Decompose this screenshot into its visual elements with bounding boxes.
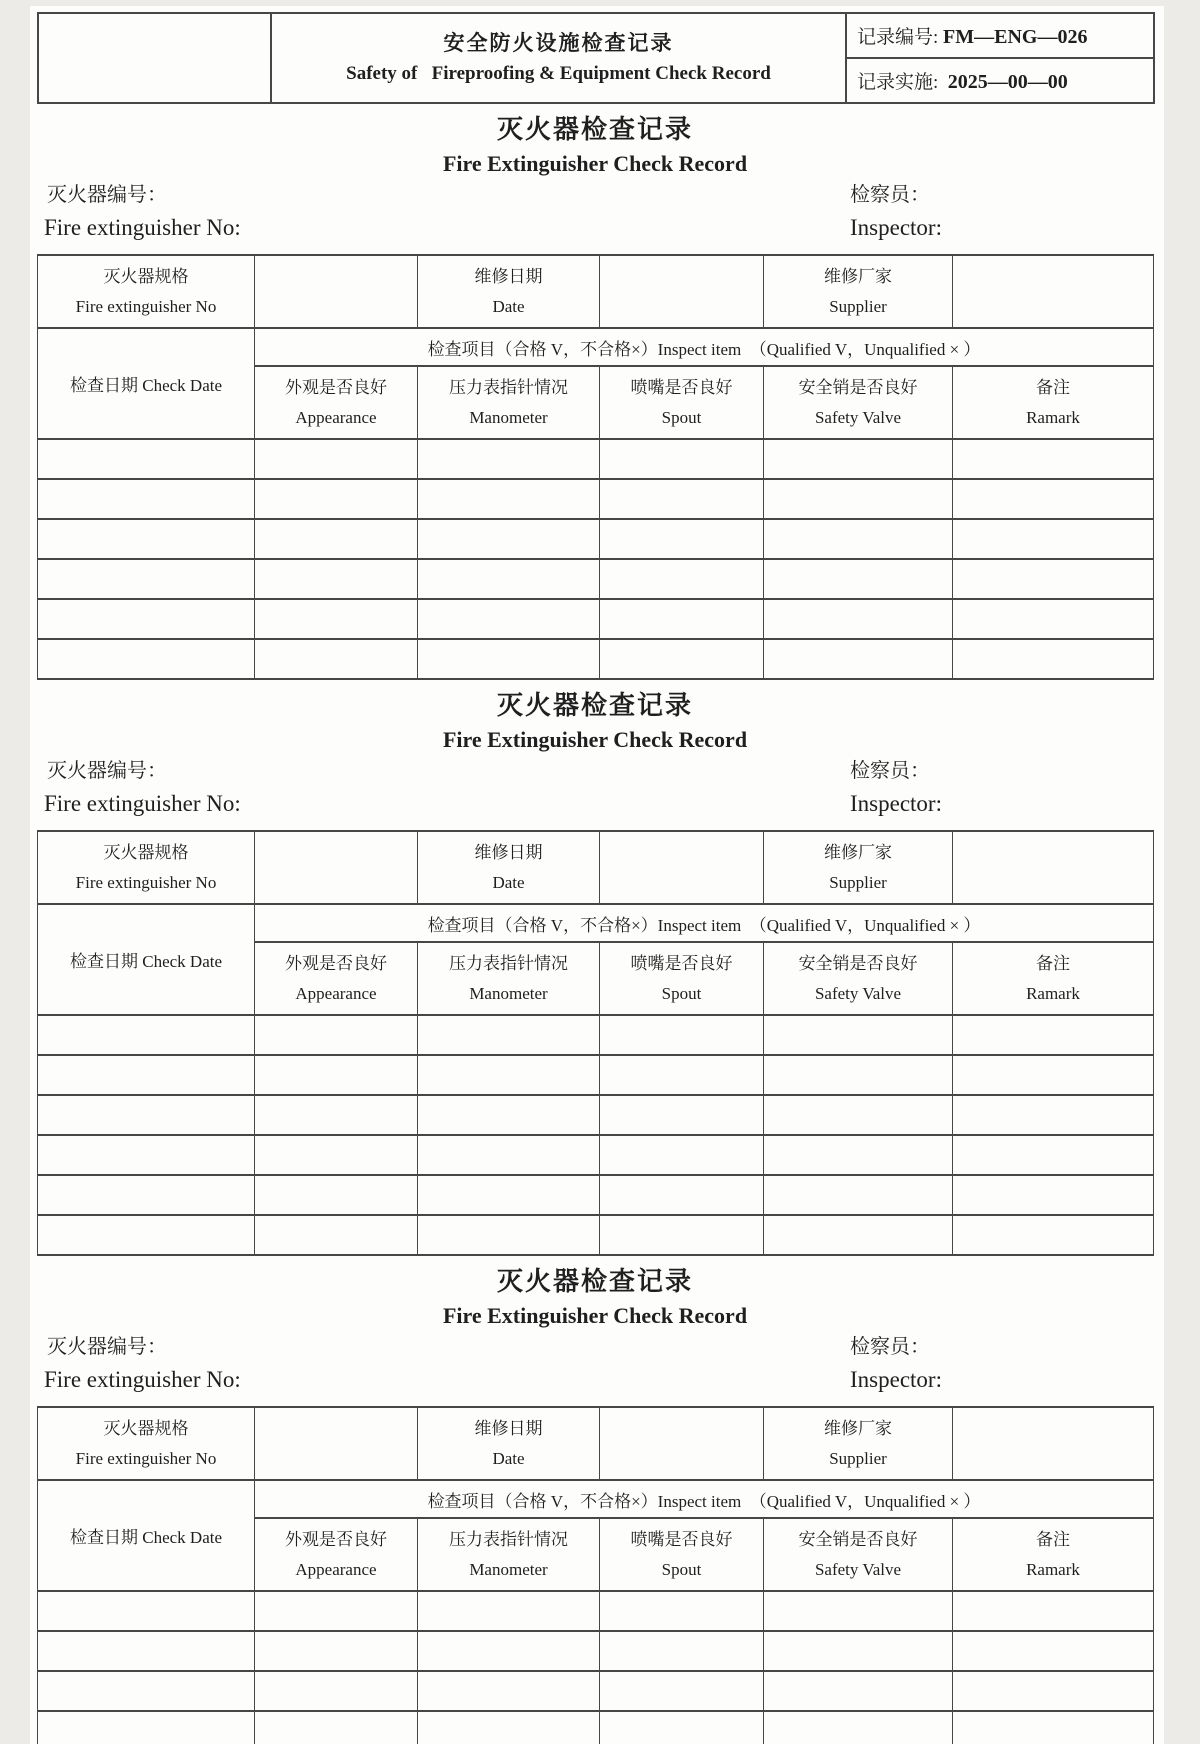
remark-label-en: Ramark [1026,407,1080,427]
record-entry-cell[interactable] [38,1095,255,1135]
safety-valve-label-en: Safety Valve [814,983,902,1003]
section-label-row [37,1332,1153,1398]
repair-date-label-en: Date [492,872,525,892]
appearance-label-en: Appearance [295,407,377,427]
spec-label-en: Fire extinguisher No [75,296,217,316]
empty-record-row [38,1095,1154,1135]
record-entry-cell[interactable] [255,479,418,519]
repair-date-label-en: Date [492,1448,525,1468]
empty-record-row [38,1055,1154,1095]
record-entry-cell[interactable] [953,1015,1154,1055]
record-entry-cell[interactable] [764,599,953,639]
supplier-header-cell [764,831,953,904]
record-entry-cell[interactable] [38,559,255,599]
record-number-cell [846,13,1154,58]
record-entry-cell[interactable] [255,1671,418,1711]
record-entry-cell[interactable] [255,1215,418,1255]
record-entry-cell[interactable] [953,1215,1154,1255]
record-entry-cell[interactable] [953,559,1154,599]
record-sections [37,104,1153,1744]
spec-label-zh: 灭火器规格 [103,1418,189,1438]
check-date-header-cell: 检查日期 Check Date [38,1480,255,1591]
record-entry-cell[interactable] [255,639,418,679]
record-entry-cell[interactable] [418,519,600,559]
record-entry-cell[interactable] [600,1135,764,1175]
extinguisher-no-label-zh: 灭火器编号： [47,1336,167,1358]
empty-record-row [38,1215,1154,1255]
manometer-header-cell [418,942,600,1015]
record-entry-cell[interactable] [255,1015,418,1055]
manometer-header-cell [418,366,600,439]
inspector-label-zh: 检察员： [850,1336,930,1358]
record-impl-cell [846,58,1154,103]
repair-date-value-cell[interactable] [600,831,764,904]
safety-valve-label-zh: 安全销是否良好 [798,377,918,397]
record-entry-cell[interactable] [38,599,255,639]
record-entry-cell[interactable] [600,479,764,519]
spec-value-cell[interactable] [255,255,418,328]
empty-record-row [38,1175,1154,1215]
record-entry-cell[interactable] [600,1015,764,1055]
supplier-header-cell [764,255,953,328]
appearance-header-cell [255,1518,418,1591]
remark-label-en: Ramark [1026,1559,1080,1579]
empty-record-row [38,1591,1154,1631]
repair-date-header-cell [418,831,600,904]
record-entry-cell[interactable] [38,639,255,679]
record-entry-cell[interactable] [38,1175,255,1215]
supplier-label-zh: 维修厂家 [824,842,892,862]
record-entry-cell[interactable] [953,479,1154,519]
record-entry-cell[interactable] [418,1711,600,1744]
supplier-value-cell[interactable] [953,1407,1154,1480]
record-entry-cell[interactable] [255,1055,418,1095]
record-entry-cell[interactable] [953,1095,1154,1135]
repair-date-value-cell[interactable] [600,1407,764,1480]
empty-record-row [38,479,1154,519]
fire-extinguisher-record-section [37,680,1153,1256]
record-entry-cell[interactable] [38,1711,255,1744]
inspector-label-zh: 检察员： [850,184,930,206]
repair-date-label-zh: 维修日期 [474,842,543,862]
manometer-label-en: Manometer [469,407,548,427]
extinguisher-no-label-en: Fire extinguisher No: [44,215,241,240]
repair-date-label-en: Date [492,296,525,316]
spout-header-cell [600,366,764,439]
record-entry-cell[interactable] [600,1631,764,1671]
record-entry-cell[interactable] [600,1055,764,1095]
spec-label-en: Fire extinguisher No [75,1448,217,1468]
record-entry-cell[interactable] [953,1631,1154,1671]
record-entry-cell[interactable] [953,1711,1154,1744]
manometer-label-en: Manometer [469,1559,548,1579]
record-entry-cell[interactable] [255,1175,418,1215]
section-label-row [37,180,1153,246]
record-entry-cell[interactable] [418,1631,600,1671]
record-entry-cell[interactable] [38,1591,255,1631]
supplier-value-cell[interactable] [953,255,1154,328]
record-entry-cell[interactable] [255,439,418,479]
record-entry-cell[interactable] [764,639,953,679]
record-entry-cell[interactable] [38,1055,255,1095]
record-entry-cell[interactable] [38,1631,255,1671]
inspector-label-en: Inspector: [850,215,942,240]
record-number-value: FM—ENG—026 [943,26,1088,48]
safety-valve-label-zh: 安全销是否良好 [798,1529,918,1549]
spec-value-cell[interactable] [255,831,418,904]
fire-extinguisher-record-section [37,1256,1153,1744]
safety-valve-header-cell [764,1518,953,1591]
section-title-en: Fire Extinguisher Check Record [442,151,748,176]
document-header-table [37,12,1155,104]
record-impl-label: 记录实施: [857,72,948,93]
record-entry-cell[interactable] [418,1671,600,1711]
inspect-item-header-cell: 检查项目（合格 V，不合格×）Inspect item （Qualified V，Unqualified × ） [255,1480,1154,1518]
record-entry-cell[interactable] [418,1095,600,1135]
record-entry-cell[interactable] [600,1175,764,1215]
empty-record-row [38,599,1154,639]
remark-label-en: Ramark [1026,983,1080,1003]
record-entry-cell[interactable] [764,1711,953,1744]
repair-date-label-zh: 维修日期 [474,266,543,286]
section-title-en: Fire Extinguisher Check Record [442,1303,748,1328]
record-entry-cell[interactable] [418,559,600,599]
spout-label-en: Spout [661,983,702,1003]
record-entry-cell[interactable] [418,1135,600,1175]
record-entry-cell[interactable] [38,1135,255,1175]
supplier-label-en: Supplier [829,296,887,316]
extinguisher-no-label-en: Fire extinguisher No: [44,1367,241,1392]
appearance-label-en: Appearance [295,983,377,1003]
empty-record-row [38,1015,1154,1055]
spec-label-zh: 灭火器规格 [103,266,189,286]
spec-value-cell[interactable] [255,1407,418,1480]
record-entry-cell[interactable] [953,1055,1154,1095]
manometer-label-zh: 压力表指针情况 [449,953,568,973]
record-entry-cell[interactable] [255,1591,418,1631]
extinguisher-no-label-zh: 灭火器编号： [47,760,167,782]
record-entry-cell[interactable] [953,1671,1154,1711]
spout-label-en: Spout [661,407,702,427]
empty-record-row [38,639,1154,679]
extinguisher-no-label-zh: 灭火器编号： [47,184,167,206]
check-record-table [37,254,1154,680]
empty-record-row [38,1711,1154,1744]
inspector-label-en: Inspector: [850,791,942,816]
record-entry-cell[interactable] [418,1015,600,1055]
check-record-table [37,1406,1154,1744]
record-entry-cell[interactable] [600,599,764,639]
record-entry-cell[interactable] [764,1015,953,1055]
record-entry-cell[interactable] [953,639,1154,679]
safety-valve-label-en: Safety Valve [814,407,902,427]
supplier-value-cell[interactable] [953,831,1154,904]
record-entry-cell[interactable] [953,1591,1154,1631]
record-entry-cell[interactable] [600,439,764,479]
empty-record-row [38,1631,1154,1671]
remark-header-cell [953,366,1154,439]
record-entry-cell[interactable] [418,1175,600,1215]
appearance-label-en: Appearance [295,1559,377,1579]
record-entry-cell[interactable] [418,439,600,479]
record-entry-cell[interactable] [953,519,1154,559]
check-date-header-cell: 检查日期 Check Date [38,904,255,1015]
logo-cell [38,13,271,103]
repair-date-header-cell [418,1407,600,1480]
record-entry-cell[interactable] [38,439,255,479]
record-entry-cell[interactable] [764,1135,953,1175]
record-number-label: 记录编号: [857,27,944,48]
inspector-label-zh: 检察员： [850,760,930,782]
repair-date-value-cell[interactable] [600,255,764,328]
spec-header-cell [38,1407,255,1480]
spout-header-cell [600,942,764,1015]
section-title-zh: 灭火器检查记录 [496,115,693,144]
empty-record-row [38,559,1154,599]
safety-valve-label-zh: 安全销是否良好 [798,953,918,973]
document-paper [30,6,1164,1744]
record-entry-cell[interactable] [255,1631,418,1671]
appearance-header-cell [255,366,418,439]
remark-header-cell [953,942,1154,1015]
record-entry-cell[interactable] [600,1215,764,1255]
document-title-cell [271,13,846,103]
record-entry-cell[interactable] [255,559,418,599]
manometer-label-zh: 压力表指针情况 [449,377,568,397]
record-entry-cell[interactable] [38,1671,255,1711]
safety-valve-label-en: Safety Valve [814,1559,902,1579]
supplier-label-en: Supplier [829,872,887,892]
record-entry-cell[interactable] [764,1215,953,1255]
extinguisher-no-label-en: Fire extinguisher No: [44,791,241,816]
record-entry-cell[interactable] [255,519,418,559]
repair-date-header-cell [418,255,600,328]
check-date-header-cell: 检查日期 Check Date [38,328,255,439]
record-entry-cell[interactable] [600,639,764,679]
spec-header-cell [38,831,255,904]
record-entry-cell[interactable] [953,439,1154,479]
spout-label-zh: 喷嘴是否良好 [630,953,733,973]
spec-header-cell [38,255,255,328]
safety-valve-header-cell [764,366,953,439]
record-entry-cell[interactable] [600,519,764,559]
manometer-header-cell [418,1518,600,1591]
record-entry-cell[interactable] [38,519,255,559]
remark-label-zh: 备注 [1036,1529,1070,1549]
supplier-label-zh: 维修厂家 [824,266,892,286]
document-title-en: Safety of Fireproofing & Equipment Check Record [346,63,771,84]
record-entry-cell[interactable] [600,1095,764,1135]
inspect-item-header-cell: 检查项目（合格 V，不合格×）Inspect item （Qualified V，Unqualified × ） [255,328,1154,366]
record-entry-cell[interactable] [764,519,953,559]
record-entry-cell[interactable] [255,1135,418,1175]
record-entry-cell[interactable] [953,1175,1154,1215]
spec-label-zh: 灭火器规格 [103,842,189,862]
record-entry-cell[interactable] [418,639,600,679]
record-entry-cell[interactable] [764,1591,953,1631]
spout-label-zh: 喷嘴是否良好 [630,377,733,397]
supplier-label-zh: 维修厂家 [824,1418,892,1438]
safety-valve-header-cell [764,942,953,1015]
record-entry-cell[interactable] [255,599,418,639]
record-entry-cell[interactable] [255,1095,418,1135]
appearance-label-zh: 外观是否良好 [285,1529,387,1549]
manometer-label-en: Manometer [469,983,548,1003]
empty-record-row [38,1671,1154,1711]
record-entry-cell[interactable] [418,1215,600,1255]
document-title-zh: 安全防火设施检查记录 [443,31,674,55]
section-title-zh: 灭火器检查记录 [496,1267,693,1296]
remark-label-zh: 备注 [1036,953,1070,973]
fire-extinguisher-record-section [37,104,1153,680]
manometer-label-zh: 压力表指针情况 [449,1529,568,1549]
record-entry-cell[interactable] [764,559,953,599]
appearance-label-zh: 外观是否良好 [285,377,387,397]
record-entry-cell[interactable] [255,1711,418,1744]
empty-record-row [38,519,1154,559]
record-entry-cell[interactable] [418,599,600,639]
record-entry-cell[interactable] [953,1135,1154,1175]
record-entry-cell[interactable] [38,1015,255,1055]
spout-label-en: Spout [661,1559,702,1579]
empty-record-row [38,1135,1154,1175]
record-entry-cell[interactable] [600,1711,764,1744]
spout-header-cell [600,1518,764,1591]
record-entry-cell[interactable] [953,599,1154,639]
record-entry-cell[interactable] [600,1591,764,1631]
section-label-row [37,756,1153,822]
remark-header-cell [953,1518,1154,1591]
spout-label-zh: 喷嘴是否良好 [630,1529,733,1549]
record-entry-cell[interactable] [600,1671,764,1711]
record-entry-cell[interactable] [764,1055,953,1095]
empty-record-row [38,439,1154,479]
repair-date-label-zh: 维修日期 [474,1418,543,1438]
check-record-table [37,830,1154,1256]
supplier-header-cell [764,1407,953,1480]
record-entry-cell[interactable] [764,1175,953,1215]
supplier-label-en: Supplier [829,1448,887,1468]
record-entry-cell[interactable] [764,479,953,519]
record-entry-cell[interactable] [600,559,764,599]
record-entry-cell[interactable] [38,1215,255,1255]
spec-label-en: Fire extinguisher No [75,872,217,892]
record-entry-cell[interactable] [764,439,953,479]
record-entry-cell[interactable] [418,1055,600,1095]
record-entry-cell[interactable] [764,1095,953,1135]
record-entry-cell[interactable] [38,479,255,519]
appearance-label-zh: 外观是否良好 [285,953,387,973]
record-entry-cell[interactable] [418,479,600,519]
record-entry-cell[interactable] [764,1631,953,1671]
record-entry-cell[interactable] [764,1671,953,1711]
remark-label-zh: 备注 [1036,377,1070,397]
section-title-en: Fire Extinguisher Check Record [442,727,748,752]
record-impl-value: 2025—00—00 [947,71,1068,93]
inspector-label-en: Inspector: [850,1367,942,1392]
inspect-item-header-cell: 检查项目（合格 V，不合格×）Inspect item （Qualified V，Unqualified × ） [255,904,1154,942]
record-entry-cell[interactable] [418,1591,600,1631]
section-title-zh: 灭火器检查记录 [496,691,693,720]
appearance-header-cell [255,942,418,1015]
